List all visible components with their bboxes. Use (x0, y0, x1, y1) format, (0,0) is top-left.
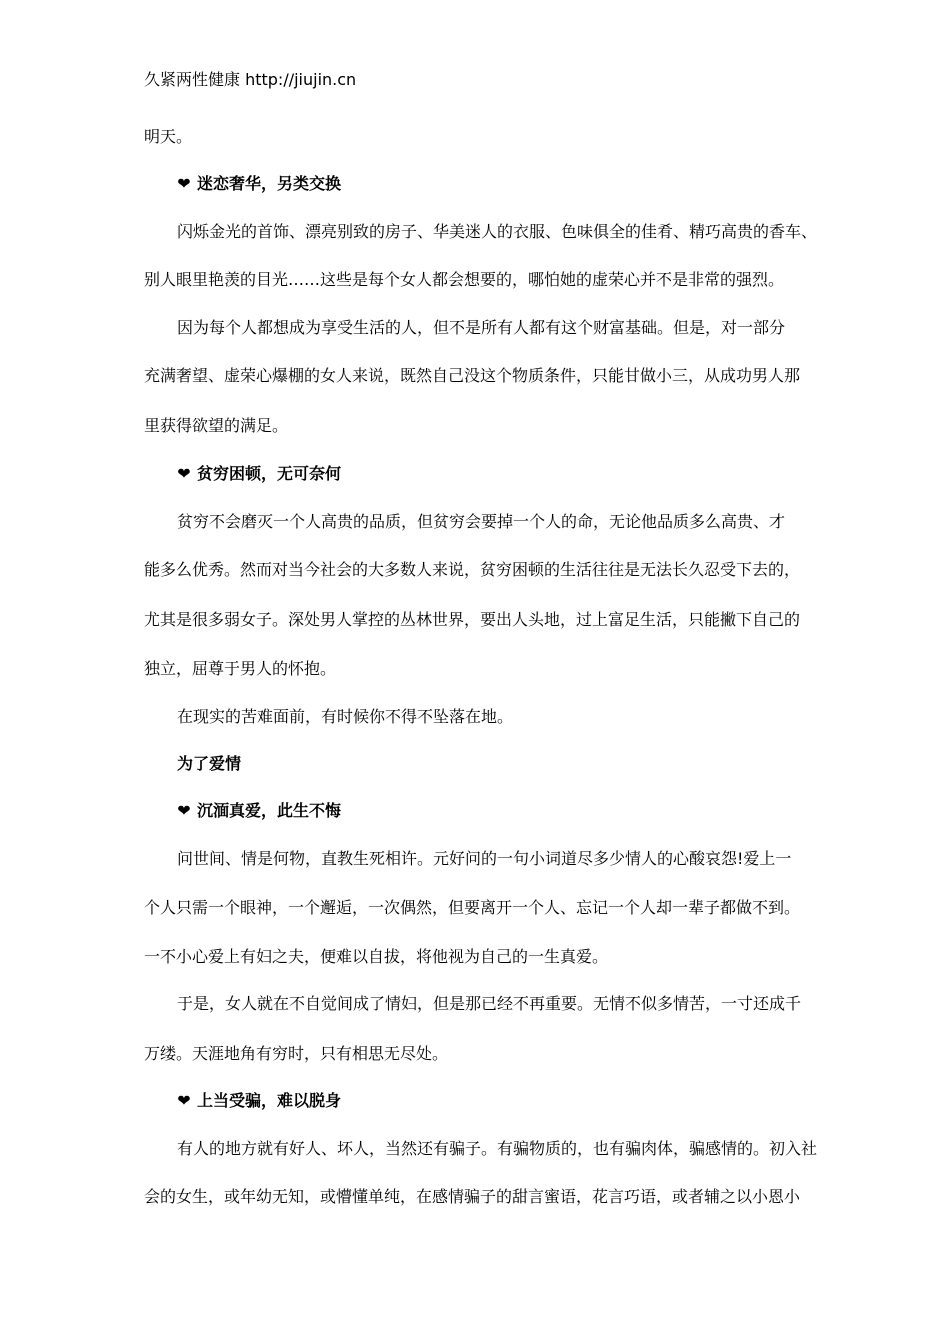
paragraph-line: 在现实的苦难面前，有时候你不得不坠落在地。 (177, 707, 514, 726)
paragraph-line: 明天。 (144, 127, 193, 146)
paragraph-line: 万缕。天涯地角有穷时，只有相思无尽处。 (144, 1044, 449, 1063)
paragraph-line: 独立，屈尊于男人的怀抱。 (144, 659, 337, 678)
section-heading-text: 迷恋奢华，另类交换 (197, 174, 342, 193)
page-header: 久紧两性健康 http://jiujin.cn (144, 70, 357, 89)
paragraph-line: 里获得欲望的满足。 (144, 416, 289, 435)
subsection-heading: 为了爱情 (177, 754, 242, 773)
section-heading (177, 462, 341, 486)
heart-icon: ❤ (177, 1091, 191, 1110)
paragraph-line: 有人的地方就有好人、坏人，当然还有骗子。有骗物质的，也有骗肉体，骗感情的。初入社 (177, 1139, 818, 1158)
paragraph-line: 问世间、情是何物，直教生死相许。元好问的一句小词道尽多少情人的心酸哀怨!爱上一 (177, 849, 792, 868)
paragraph-line: 能多么优秀。然而对当今社会的大多数人来说，贫穷困顿的生活往往是无法长久忍受下去的， (144, 560, 801, 579)
paragraph-line: 会的女生，或年幼无知，或懵懂单纯，在感情骗子的甜言蜜语，花言巧语，或者辅之以小恩小 (144, 1187, 801, 1206)
paragraph-line: 一不小心爱上有妇之夫，便难以自拔，将他视为自己的一生真爱。 (144, 947, 609, 966)
section-heading (177, 799, 341, 823)
paragraph-line: 因为每个人都想成为享受生活的人，但不是所有人都有这个财富基础。但是，对一部分 (177, 318, 786, 337)
section-heading-text: 贫穷困顿，无可奈何 (197, 464, 342, 483)
paragraph-line: 于是，女人就在不自觉间成了情妇，但是那已经不再重要。无情不似多情苦，一寸还成千 (177, 994, 802, 1013)
section-heading (177, 1089, 341, 1113)
paragraph-line: 充满奢望、虚荣心爆棚的女人来说，既然自己没这个物质条件，只能甘做小三，从成功男人那 (144, 366, 801, 385)
heart-icon: ❤ (177, 464, 191, 483)
paragraph-line: 闪烁金光的首饰、漂亮别致的房子、华美迷人的衣服、色味俱全的佳肴、精巧高贵的香车、 (177, 222, 818, 241)
heart-icon: ❤ (177, 174, 191, 193)
section-heading-text: 上当受骗，难以脱身 (197, 1091, 342, 1110)
paragraph-line: 尤其是很多弱女子。深处男人掌控的丛林世界，要出人头地，过上富足生活，只能撇下自己的 (144, 610, 801, 629)
heart-icon: ❤ (177, 801, 191, 820)
paragraph-line: 别人眼里艳羡的目光……这些是每个女人都会想要的，哪怕她的虚荣心并不是非常的强烈。 (144, 270, 785, 289)
paragraph-line: 贫穷不会磨灭一个人高贵的品质，但贫穷会要掉一个人的命，无论他品质多么高贵、才 (177, 512, 786, 531)
section-heading-text: 沉湎真爱，此生不悔 (197, 801, 342, 820)
paragraph-line: 个人只需一个眼神，一个邂逅，一次偶然，但要离开一个人、忘记一个人却一辈子都做不到。 (144, 898, 801, 917)
section-heading (177, 172, 341, 196)
